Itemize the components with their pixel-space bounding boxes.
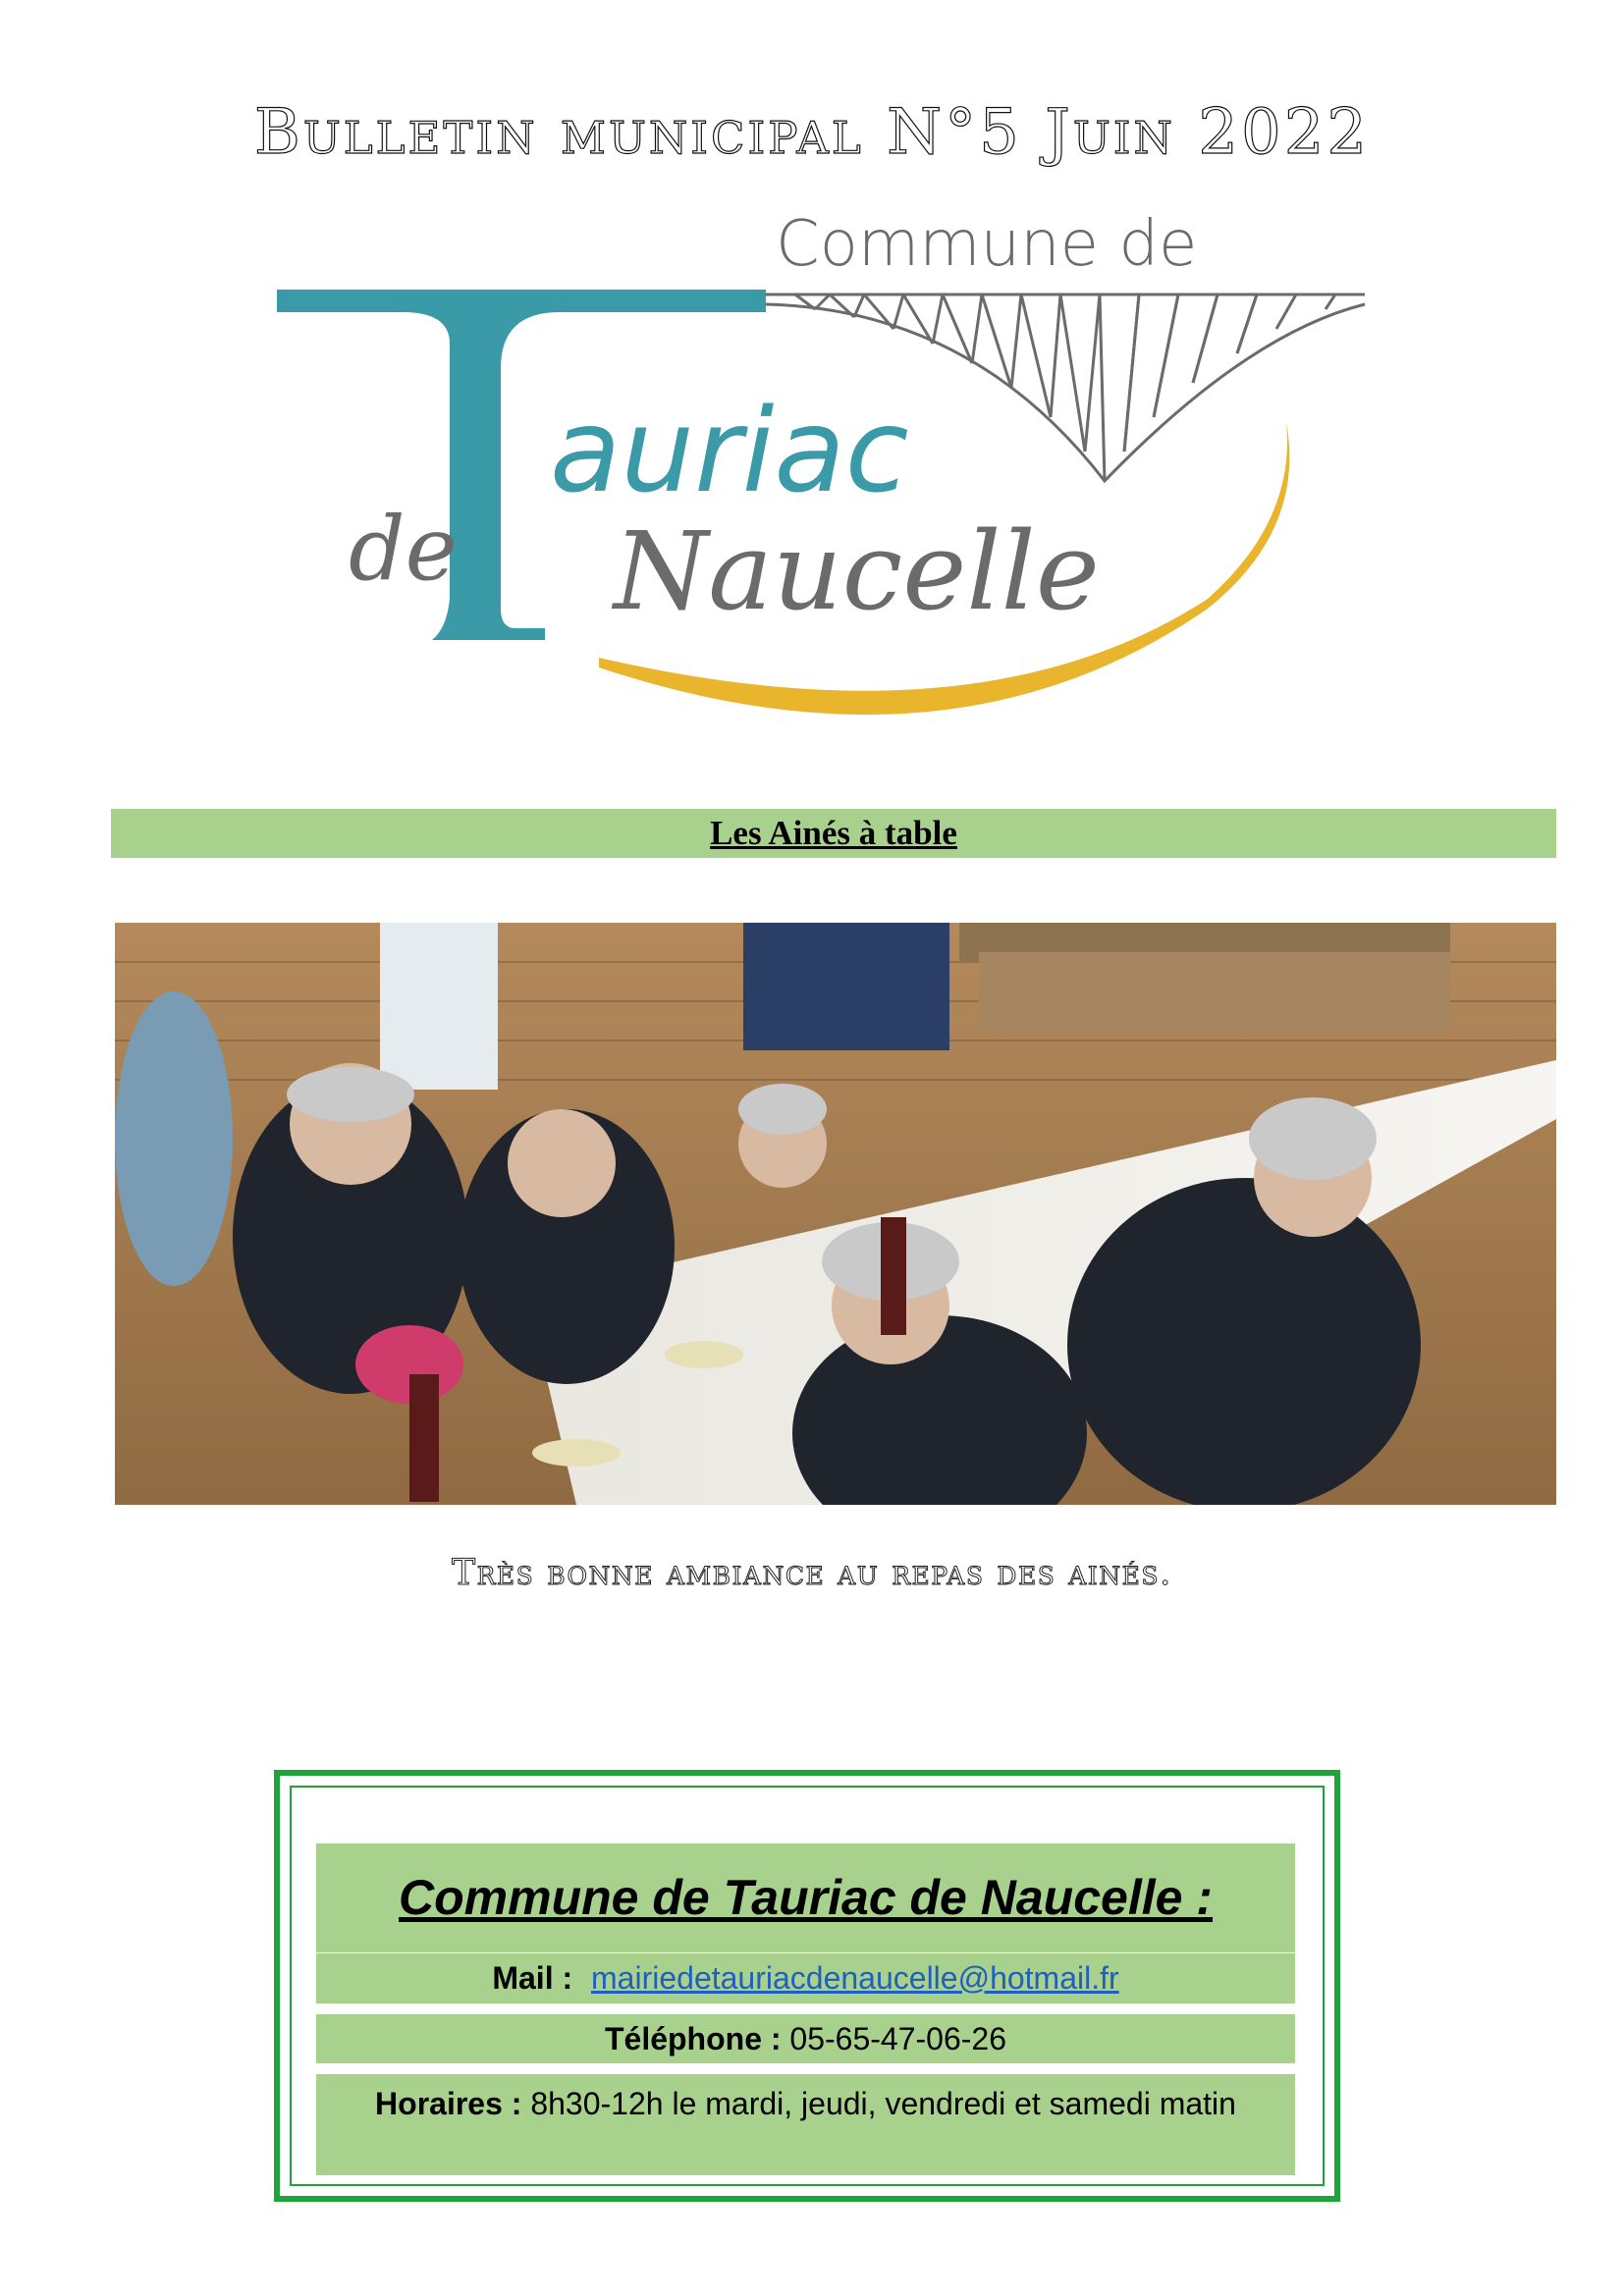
event-photo [115, 923, 1556, 1505]
tel-label: Téléphone : [604, 2021, 782, 2056]
logo-top-text: Commune de [776, 208, 1198, 281]
logo-prefix: de [349, 498, 458, 601]
contact-mail-row [316, 1953, 1295, 2003]
hours-label: Horaires : [375, 2086, 522, 2121]
contact-title-text: Commune de Tauriac de Naucelle : [399, 1870, 1213, 1925]
bulletin-title: Bulletin municipal N°5 Juin 2022 [253, 96, 1371, 169]
commune-logo [265, 196, 1394, 756]
contact-frame [274, 1770, 1340, 2202]
tel-value: 05-65-47-06-26 [789, 2021, 1007, 2056]
section-heading-bar [111, 809, 1556, 858]
contact-title [316, 1843, 1295, 1952]
mail-label: Mail : [492, 1960, 573, 1996]
contact-tel-row [316, 2014, 1295, 2063]
contact-hours-row [316, 2074, 1295, 2175]
photo-caption: Très bonne ambiance au repas des ainés. [452, 1553, 1172, 1593]
mail-link[interactable]: mairiedetauriacdenaucelle@hotmail.fr [591, 1960, 1119, 1996]
logo-line2: Naucelle [614, 508, 1100, 634]
section-heading: Les Ainés à table [710, 814, 957, 852]
logo-line1: auriac [550, 383, 909, 518]
hours-value: 8h30-12h le mardi, jeudi, vendredi et samedi matin [530, 2086, 1236, 2121]
